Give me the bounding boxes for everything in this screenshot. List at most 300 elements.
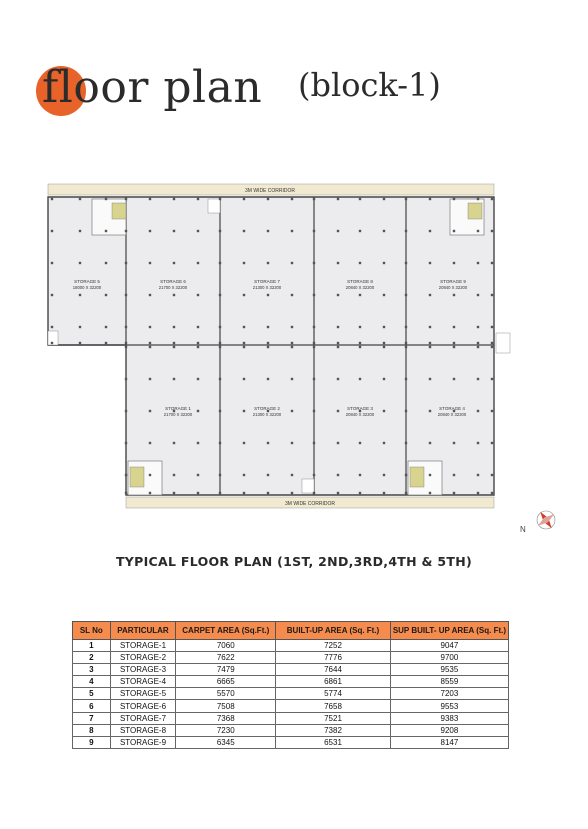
column — [477, 492, 479, 494]
column — [243, 442, 245, 444]
cell-carpet-area: 7060 — [176, 640, 276, 652]
column — [359, 262, 361, 264]
column — [429, 442, 431, 444]
column — [79, 326, 81, 328]
room-label: STORAGE 6 — [160, 279, 186, 284]
column — [173, 230, 175, 232]
cell-built-up-area: 7252 — [276, 640, 391, 652]
column — [197, 342, 199, 344]
cell-particular: STORAGE-8 — [110, 724, 176, 736]
column — [291, 346, 293, 348]
column — [337, 346, 339, 348]
column — [405, 492, 407, 494]
column — [313, 410, 315, 412]
column — [491, 474, 493, 476]
cell-carpet-area: 7368 — [176, 712, 276, 724]
column — [149, 346, 151, 348]
column — [477, 294, 479, 296]
column — [197, 346, 199, 348]
column — [429, 198, 431, 200]
area-table — [72, 621, 509, 749]
column — [149, 262, 151, 264]
column — [429, 262, 431, 264]
column — [429, 410, 431, 412]
cell-sup-built-up-area: 8559 — [390, 676, 508, 688]
column — [197, 442, 199, 444]
column — [453, 262, 455, 264]
column — [477, 442, 479, 444]
column — [291, 262, 293, 264]
col-header-carpet-area: CARPET AREA (Sq.Ft.) — [176, 622, 276, 640]
cell-sl-no: 5 — [73, 688, 111, 700]
column — [105, 342, 107, 344]
column — [491, 326, 493, 328]
column — [291, 342, 293, 344]
column — [383, 342, 385, 344]
column — [79, 230, 81, 232]
column — [337, 198, 339, 200]
column — [267, 474, 269, 476]
room-label: STORAGE 2 — [254, 406, 280, 411]
column — [79, 342, 81, 344]
cell-carpet-area: 7230 — [176, 724, 276, 736]
column — [337, 342, 339, 344]
column — [267, 294, 269, 296]
column — [477, 326, 479, 328]
cell-carpet-area: 7479 — [176, 664, 276, 676]
column — [359, 198, 361, 200]
column — [125, 326, 127, 328]
column — [125, 198, 127, 200]
column — [149, 474, 151, 476]
column — [291, 230, 293, 232]
cell-sup-built-up-area: 7203 — [390, 688, 508, 700]
column — [243, 342, 245, 344]
cell-sl-no: 6 — [73, 700, 111, 712]
column — [243, 326, 245, 328]
column — [197, 474, 199, 476]
cell-built-up-area: 7521 — [276, 712, 391, 724]
column — [359, 474, 361, 476]
column — [173, 346, 175, 348]
column — [125, 294, 127, 296]
column — [267, 342, 269, 344]
column — [291, 198, 293, 200]
cell-sup-built-up-area: 9553 — [390, 700, 508, 712]
column — [105, 230, 107, 232]
column — [313, 326, 315, 328]
table-row — [73, 640, 509, 652]
cell-sl-no: 8 — [73, 724, 111, 736]
north-compass-icon — [518, 504, 568, 540]
cell-sl-no: 4 — [73, 676, 111, 688]
cell-sl-no: 1 — [73, 640, 111, 652]
column — [173, 492, 175, 494]
table-row — [73, 676, 509, 688]
cell-carpet-area: 7508 — [176, 700, 276, 712]
column — [243, 262, 245, 264]
column — [453, 198, 455, 200]
room-dimension: 20840 X 32200 — [345, 412, 375, 417]
column — [125, 442, 127, 444]
column — [477, 474, 479, 476]
column — [405, 326, 407, 328]
column — [405, 474, 407, 476]
column — [359, 492, 361, 494]
room-label: STORAGE 9 — [440, 279, 466, 284]
column — [291, 326, 293, 328]
column — [477, 262, 479, 264]
column — [243, 410, 245, 412]
column — [173, 294, 175, 296]
column — [267, 230, 269, 232]
column — [453, 442, 455, 444]
cell-built-up-area: 7644 — [276, 664, 391, 676]
column — [429, 492, 431, 494]
cell-particular: STORAGE-6 — [110, 700, 176, 712]
cell-built-up-area: 6531 — [276, 736, 391, 748]
column — [51, 198, 53, 200]
cell-sup-built-up-area: 9535 — [390, 664, 508, 676]
cell-carpet-area: 7622 — [176, 652, 276, 664]
column — [405, 378, 407, 380]
table-row — [73, 712, 509, 724]
column — [491, 378, 493, 380]
column — [313, 342, 315, 344]
column — [405, 198, 407, 200]
column — [405, 262, 407, 264]
table-row — [73, 664, 509, 676]
column — [405, 294, 407, 296]
column — [337, 378, 339, 380]
column — [491, 294, 493, 296]
room-label: STORAGE 1 — [165, 406, 191, 411]
room-dimension: 20840 X 32200 — [437, 412, 467, 417]
column — [243, 198, 245, 200]
corridor-bottom-label: 3M WIDE CORRIDOR — [285, 501, 335, 507]
column — [173, 326, 175, 328]
room-label: STORAGE 3 — [347, 406, 373, 411]
column — [149, 198, 151, 200]
cell-particular: STORAGE-4 — [110, 676, 176, 688]
column — [405, 442, 407, 444]
column — [51, 230, 53, 232]
table-row — [73, 736, 509, 748]
column — [267, 492, 269, 494]
column — [267, 346, 269, 348]
column — [491, 230, 493, 232]
column — [429, 342, 431, 344]
column — [125, 346, 127, 348]
column — [313, 198, 315, 200]
cell-carpet-area: 6345 — [176, 736, 276, 748]
column — [149, 294, 151, 296]
column — [219, 410, 221, 412]
column — [105, 326, 107, 328]
column — [291, 294, 293, 296]
column — [79, 198, 81, 200]
column — [359, 442, 361, 444]
column — [337, 474, 339, 476]
column — [405, 346, 407, 348]
column — [267, 262, 269, 264]
column — [267, 442, 269, 444]
column — [337, 262, 339, 264]
col-header-built-up-area: BUILT-UP AREA (Sq. Ft.) — [276, 622, 391, 640]
column — [267, 326, 269, 328]
column — [383, 346, 385, 348]
table-row — [73, 700, 509, 712]
column — [197, 410, 199, 412]
column — [383, 326, 385, 328]
column — [243, 294, 245, 296]
cell-carpet-area: 5570 — [176, 688, 276, 700]
column — [359, 378, 361, 380]
column — [125, 410, 127, 412]
column — [197, 230, 199, 232]
column — [105, 262, 107, 264]
column — [219, 342, 221, 344]
column — [383, 474, 385, 476]
plan-caption: TYPICAL FLOOR PLAN (1ST, 2ND,3RD,4TH & 5TH) — [115, 554, 473, 569]
column — [291, 410, 293, 412]
north-label: N — [520, 525, 526, 534]
column — [429, 230, 431, 232]
column — [173, 342, 175, 344]
column — [313, 378, 315, 380]
cell-built-up-area: 7382 — [276, 724, 391, 736]
column — [197, 294, 199, 296]
column — [383, 442, 385, 444]
column — [477, 342, 479, 344]
cell-particular: STORAGE-5 — [110, 688, 176, 700]
column — [105, 294, 107, 296]
column — [219, 378, 221, 380]
column — [51, 326, 53, 328]
column — [243, 230, 245, 232]
room-label: STORAGE 8 — [347, 279, 373, 284]
column — [219, 474, 221, 476]
column — [453, 326, 455, 328]
column — [429, 346, 431, 348]
column — [173, 378, 175, 380]
table-row — [73, 652, 509, 664]
column — [429, 378, 431, 380]
column — [491, 492, 493, 494]
room-label: STORAGE 7 — [254, 279, 280, 284]
column — [219, 294, 221, 296]
column — [313, 262, 315, 264]
cell-sup-built-up-area: 9047 — [390, 640, 508, 652]
column — [491, 342, 493, 344]
column — [453, 342, 455, 344]
room-dimension: 18000 X 32200 — [72, 285, 102, 290]
column — [313, 346, 315, 348]
column — [313, 294, 315, 296]
cell-sl-no: 9 — [73, 736, 111, 748]
column — [359, 346, 361, 348]
column — [477, 378, 479, 380]
column — [149, 326, 151, 328]
cell-sl-no: 2 — [73, 652, 111, 664]
column — [313, 474, 315, 476]
column — [125, 378, 127, 380]
column — [125, 230, 127, 232]
column — [125, 492, 127, 494]
column — [453, 492, 455, 494]
column — [243, 378, 245, 380]
column — [125, 262, 127, 264]
column — [337, 230, 339, 232]
column — [125, 474, 127, 476]
cell-sup-built-up-area: 9208 — [390, 724, 508, 736]
room-label: STORAGE 5 — [74, 279, 100, 284]
column — [453, 378, 455, 380]
column — [337, 410, 339, 412]
column — [267, 198, 269, 200]
column — [359, 342, 361, 344]
corridor-top-label: 3M WIDE CORRIDOR — [245, 188, 295, 194]
cell-sl-no: 7 — [73, 712, 111, 724]
column — [173, 198, 175, 200]
col-header-sup-built-up-area: SUP BUILT- UP AREA (Sq. Ft.) — [390, 622, 508, 640]
column — [219, 442, 221, 444]
column — [219, 230, 221, 232]
column — [105, 198, 107, 200]
column — [125, 342, 127, 344]
column — [405, 342, 407, 344]
column — [219, 262, 221, 264]
cell-particular: STORAGE-7 — [110, 712, 176, 724]
column — [359, 326, 361, 328]
column — [51, 342, 53, 344]
cell-sup-built-up-area: 9383 — [390, 712, 508, 724]
cell-built-up-area: 6861 — [276, 676, 391, 688]
column — [79, 262, 81, 264]
column — [405, 230, 407, 232]
cell-sup-built-up-area: 9700 — [390, 652, 508, 664]
column — [149, 492, 151, 494]
column — [383, 198, 385, 200]
table-header-row — [73, 622, 509, 640]
cell-particular: STORAGE-2 — [110, 652, 176, 664]
column — [337, 442, 339, 444]
column — [405, 410, 407, 412]
column — [149, 410, 151, 412]
column — [197, 198, 199, 200]
column — [383, 294, 385, 296]
column — [149, 442, 151, 444]
column — [219, 198, 221, 200]
column — [337, 492, 339, 494]
cell-sup-built-up-area: 8147 — [390, 736, 508, 748]
column — [243, 474, 245, 476]
column — [477, 346, 479, 348]
column — [243, 492, 245, 494]
column — [429, 294, 431, 296]
column — [149, 342, 151, 344]
column — [197, 492, 199, 494]
column — [173, 442, 175, 444]
column — [219, 346, 221, 348]
column — [383, 492, 385, 494]
column — [173, 262, 175, 264]
column — [383, 262, 385, 264]
column — [453, 294, 455, 296]
col-header-particular: PARTICULAR — [110, 622, 176, 640]
title-subtitle: (block-1) — [298, 66, 441, 104]
cell-built-up-area: 5774 — [276, 688, 391, 700]
column — [359, 294, 361, 296]
column — [291, 442, 293, 444]
column — [173, 474, 175, 476]
column — [337, 294, 339, 296]
column — [79, 294, 81, 296]
cell-carpet-area: 6665 — [176, 676, 276, 688]
building-outline — [48, 197, 494, 495]
room-dimension: 21300 X 32200 — [252, 285, 282, 290]
column — [477, 198, 479, 200]
cell-built-up-area: 7776 — [276, 652, 391, 664]
cell-sl-no: 3 — [73, 664, 111, 676]
column — [383, 410, 385, 412]
col-header-sl-no: SL No — [73, 622, 111, 640]
column — [51, 262, 53, 264]
column — [491, 262, 493, 264]
cell-particular: STORAGE-1 — [110, 640, 176, 652]
room-dimension: 20840 X 32200 — [438, 285, 468, 290]
column — [51, 294, 53, 296]
column — [219, 326, 221, 328]
column — [491, 442, 493, 444]
column — [453, 230, 455, 232]
column — [313, 442, 315, 444]
column — [149, 230, 151, 232]
column — [197, 262, 199, 264]
table-row — [73, 688, 509, 700]
room-dimension: 20840 X 32200 — [345, 285, 375, 290]
column — [359, 230, 361, 232]
column — [313, 230, 315, 232]
column — [149, 378, 151, 380]
column — [491, 198, 493, 200]
column — [429, 474, 431, 476]
title-main: floor plan — [42, 62, 263, 113]
column — [477, 410, 479, 412]
column — [219, 492, 221, 494]
column — [383, 378, 385, 380]
cell-particular: STORAGE-3 — [110, 664, 176, 676]
column — [197, 326, 199, 328]
column — [243, 346, 245, 348]
room-dimension: 21700 X 32200 — [163, 412, 193, 417]
cell-particular: STORAGE-9 — [110, 736, 176, 748]
page-title — [36, 60, 456, 130]
column — [383, 230, 385, 232]
column — [491, 346, 493, 348]
column — [313, 492, 315, 494]
room-label: STORAGE 4 — [439, 406, 465, 411]
room-dimension: 21300 X 32200 — [252, 412, 282, 417]
table-row — [73, 724, 509, 736]
column — [453, 474, 455, 476]
column — [491, 410, 493, 412]
column — [267, 378, 269, 380]
cell-built-up-area: 7658 — [276, 700, 391, 712]
column — [477, 230, 479, 232]
column — [291, 474, 293, 476]
column — [197, 378, 199, 380]
